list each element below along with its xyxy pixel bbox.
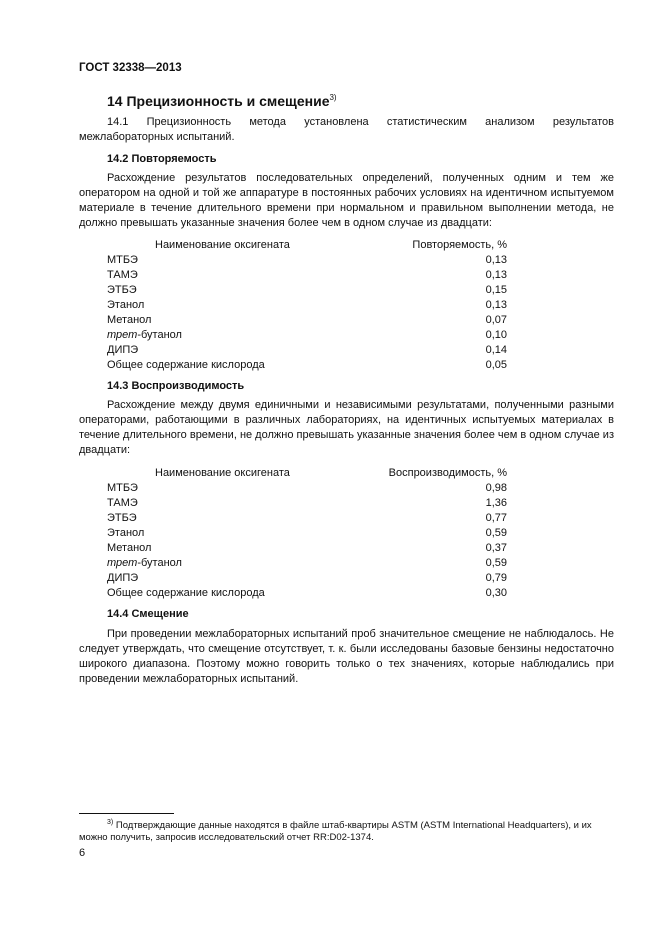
oxygenate-name: [107, 586, 389, 601]
value-cell: 0,05: [485, 359, 507, 371]
oxygenate-name: [107, 526, 389, 541]
value-cell: 0,13: [485, 254, 507, 266]
footnote-mark: 3): [107, 819, 114, 826]
value-cell: 0,30: [485, 587, 507, 599]
oxygenate-name-text: ТАМЭ: [107, 269, 138, 281]
oxygenate-name: [107, 268, 407, 283]
oxygenate-name: [107, 511, 389, 526]
oxygenate-name: [107, 358, 407, 373]
column-header-reproducibility: Воспроизводимость, %: [388, 467, 507, 479]
oxygenate-name-text: ТАМЭ: [107, 497, 138, 509]
oxygenate-name: [107, 313, 407, 328]
table-row: [107, 586, 507, 601]
value-cell: 0,07: [485, 314, 507, 326]
reproducibility-text: Расхождение между двумя единичными и независимыми результатами, полученными разными операторами, работающими в различных лабораториях, на идентичных испытуемых материалах в течение длительного времени, не должно превышать указанные значения более чем в одном случае из двадцати:: [79, 399, 614, 456]
value-cell: 0,15: [485, 284, 507, 296]
oxygenate-name-text: -бутанол: [137, 329, 182, 341]
table-row: [107, 268, 507, 283]
oxygenate-name: [107, 253, 407, 268]
value-cell: 0,59: [485, 557, 507, 569]
section-title-text: 14 Прецизионность и смещение: [107, 93, 330, 109]
oxygenate-name-text: МТБЭ: [107, 254, 138, 266]
oxygenate-name: [107, 481, 389, 496]
column-header-oxygenate: Наименование оксигената: [155, 239, 290, 251]
oxygenate-name-text: ДИПЭ: [107, 344, 139, 356]
oxygenate-name-text: Метанол: [107, 542, 152, 554]
value-cell: 0,59: [485, 527, 507, 539]
oxygenate-name: [107, 283, 407, 298]
oxygenate-name-text: Общее содержание кислорода: [107, 587, 265, 599]
table-row: [107, 298, 507, 313]
value-cell: 0,77: [485, 512, 507, 524]
value-cell: 0,13: [485, 299, 507, 311]
standard-number: ГОСТ 32338—2013: [79, 62, 182, 74]
oxygenate-name-text: ЭТБЭ: [107, 512, 137, 524]
table-header-row: [107, 466, 507, 481]
value-cell: 0,10: [485, 329, 507, 341]
value-cell: 0,13: [485, 269, 507, 281]
oxygenate-name: [107, 343, 407, 358]
table-row: [107, 328, 507, 343]
oxygenate-name: [107, 298, 407, 313]
page-number: 6: [79, 847, 86, 859]
repeatability-table: [107, 238, 507, 373]
table-row: [107, 343, 507, 358]
oxygenate-name-text: ДИПЭ: [107, 572, 139, 584]
table-row: [107, 511, 507, 526]
oxygenate-name-prefix: трет: [107, 329, 138, 341]
value-cell: 0,14: [485, 344, 507, 356]
oxygenate-name: [107, 556, 389, 571]
footnote: [79, 817, 617, 844]
value-cell: 0,98: [485, 482, 507, 494]
heading-repeatability: 14.2 Повторяемость: [107, 153, 217, 165]
table-row: [107, 571, 507, 586]
table-row: [107, 496, 507, 511]
table-row: [107, 313, 507, 328]
table-header-row: [107, 238, 507, 253]
paragraph-14-1: 14.1 Прецизионность метода установлена статистическим анализом результатов межлабораторных испытаний.: [79, 116, 614, 143]
oxygenate-name-text: Общее содержание кислорода: [107, 359, 265, 371]
table-row: [107, 253, 507, 268]
oxygenate-name-text: Этанол: [107, 299, 145, 311]
footnote-reference: 3): [329, 93, 337, 102]
oxygenate-name: [107, 328, 407, 343]
column-header-repeatability: Повторяемость, %: [412, 239, 507, 251]
table-row: [107, 358, 507, 373]
heading-reproducibility: 14.3 Воспроизводимость: [107, 380, 245, 392]
value-cell: 1,36: [485, 497, 507, 509]
oxygenate-name-text: ЭТБЭ: [107, 284, 137, 296]
oxygenate-name: [107, 541, 389, 556]
footnote-divider: [79, 813, 174, 814]
oxygenate-name-text: -бутанол: [137, 557, 182, 569]
oxygenate-name-text: Этанол: [107, 527, 145, 539]
oxygenate-name-text: МТБЭ: [107, 482, 138, 494]
value-cell: 0,79: [485, 572, 507, 584]
value-cell: 0,37: [485, 542, 507, 554]
section-title: [107, 93, 337, 109]
oxygenate-name-prefix: трет: [107, 557, 138, 569]
repeatability-text: Расхождение результатов последовательных определений, полученных одним и тем же оператором на одной и той же аппаратуре в постоянных рабочих условиях на идентичном испытуемом материале в течение длительного времени при нормальном и правильном выполнении метода, не должно превышать указанные значения более чем в одном случае из двадцати:: [79, 172, 614, 229]
bias-text: При проведении межлабораторных испытаний проб значительное смещение не наблюдалось. Не следует утверждать, что смещение отсутствует, т. к. были исследованы базовые бензины недостаточно широкого диапазона. Поэтому можно говорить только о тех значениях, которые наблюдались при проведении межлабораторных испытаний.: [79, 628, 614, 685]
table-row: [107, 541, 507, 556]
table-row: [107, 481, 507, 496]
oxygenate-name: [107, 571, 389, 586]
column-header-oxygenate: Наименование оксигената: [155, 467, 290, 479]
oxygenate-name: [107, 496, 389, 511]
reproducibility-table: [107, 466, 507, 601]
heading-bias: 14.4 Смещение: [107, 608, 189, 620]
table-row: [107, 556, 507, 571]
oxygenate-name-text: Метанол: [107, 314, 152, 326]
table-row: [107, 526, 507, 541]
footnote-text: Подтверждающие данные находятся в файле штаб-квартиры ASTM (ASTM International Headquarters), и их можно получить, запросив исследовательский отчет RR:D02-1374.: [79, 820, 592, 843]
table-row: [107, 283, 507, 298]
